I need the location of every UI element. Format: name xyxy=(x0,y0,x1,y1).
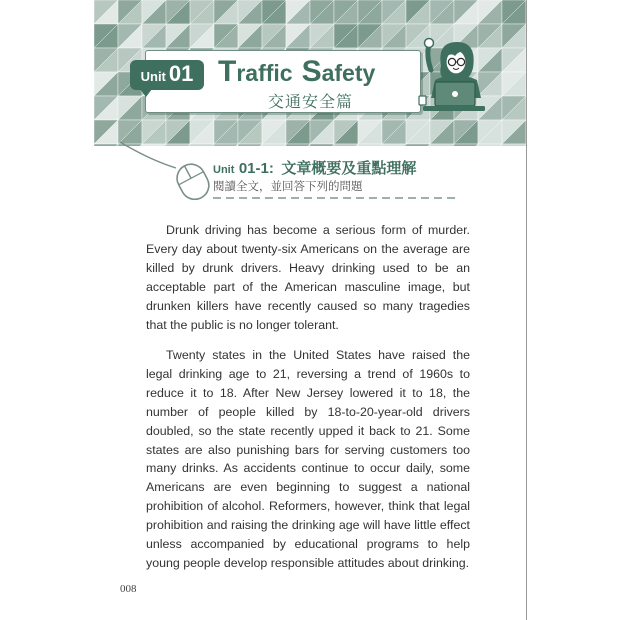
page-edge-line xyxy=(526,0,527,620)
unit-tag xyxy=(130,60,204,90)
pattern-triangle xyxy=(358,144,382,146)
section-code: 01-1: xyxy=(238,160,274,177)
unit-number: 01 xyxy=(168,61,194,86)
section-unit-label: Unit xyxy=(213,164,235,176)
unit-label: Unit xyxy=(140,69,166,84)
pattern-triangle xyxy=(286,144,310,146)
page-title xyxy=(218,55,384,89)
pattern-triangle xyxy=(454,144,478,146)
title-word-2: Safety xyxy=(301,55,376,88)
passage-paragraph-2: Twenty states in the United States have raised the legal drinking age to 21, reversing a trend of 1960s to reduce it to 18. After New Jersey lowered it to 18, the number of people killed by 18-to-20-year-old drivers doubled, so the state recently upped it back to 21. Some states are also punishing bars for serving customers too many drinks. As accidents continue to occur daily, some Americans are even beginning to suggest a national prohibition of alcohol. Reformers, however, think that legal prohibition and raising the drinking age will have little effect unless accompanied by educational programs to help young people develop responsible attitudes about drinking. xyxy=(146,348,470,570)
pattern-triangle xyxy=(310,144,334,146)
pattern-triangle xyxy=(382,144,406,146)
pattern-triangle xyxy=(214,144,238,146)
section-title: 文章概要及重點理解 xyxy=(281,160,417,177)
section-instruction: 閱讀全文，並回答下列的問題 xyxy=(213,181,363,193)
page-number: 008 xyxy=(120,583,137,595)
computer-mouse-icon xyxy=(118,140,214,200)
dashed-divider xyxy=(213,196,458,200)
section-heading xyxy=(213,157,416,178)
pattern-triangle xyxy=(478,144,502,146)
pattern-triangle xyxy=(94,144,118,146)
woman-with-laptop-illustration xyxy=(415,36,487,118)
pattern-triangle xyxy=(334,144,358,146)
pattern-triangle xyxy=(406,144,430,146)
pattern-triangle xyxy=(238,144,262,146)
pattern-triangle xyxy=(502,144,526,146)
pattern-triangle xyxy=(262,144,286,146)
page-subtitle: 交通安全篇 xyxy=(268,94,354,111)
title-word-1: Traffic xyxy=(218,55,293,88)
pattern-triangle xyxy=(430,144,454,146)
passage-paragraph-1: Drunk driving has become a serious form of murder. Every day about twenty-six Americans on the average are killed by drunk drivers. Heavy drinking used to be an acceptable part of the American masculine image, but drunken killers have recently caused so many tragedies that the public is no longer tolerant. xyxy=(146,223,470,332)
